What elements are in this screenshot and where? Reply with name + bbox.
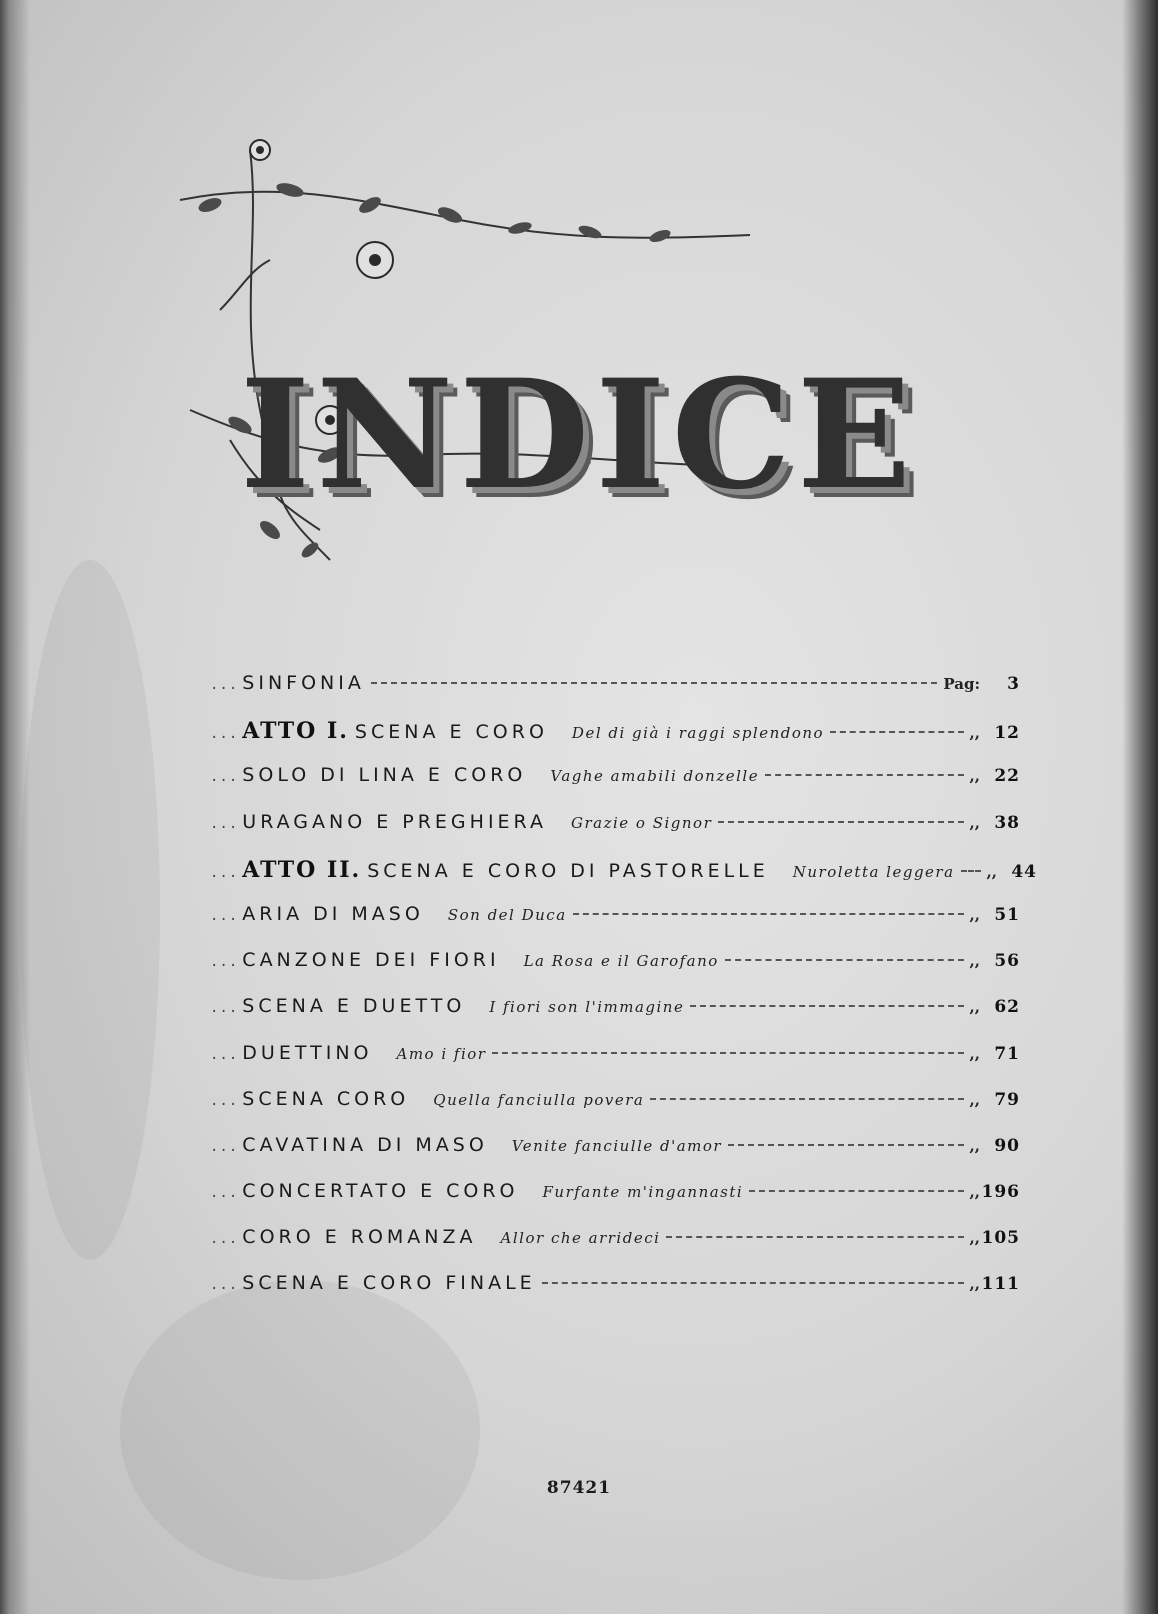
dot-leader — [718, 821, 963, 823]
ditto-mark: ,, — [969, 1275, 980, 1294]
entry-subtitle: Son del Duca — [447, 905, 567, 924]
entry-subtitle: Vaghe amabili donzelle — [550, 767, 760, 786]
ditto-mark: ,, — [969, 998, 980, 1017]
page-number: 196 — [981, 1182, 1020, 1203]
entry-title: URAGANO E PREGHIERA — [242, 810, 547, 833]
leader-dots: ... — [210, 864, 239, 881]
dot-leader — [666, 1236, 963, 1238]
dot-leader — [492, 1052, 963, 1054]
dot-leader — [725, 959, 964, 961]
dot-leader — [728, 1144, 963, 1146]
page-number: 111 — [981, 1274, 1020, 1295]
entry-title: DUETTINO — [242, 1041, 373, 1064]
dot-leader — [765, 774, 963, 776]
entry-title: SCENA E CORO — [354, 721, 548, 744]
water-stain — [20, 560, 160, 1260]
ditto-mark: ,, — [969, 767, 980, 786]
toc-entry — [210, 811, 1020, 857]
page-right-edge — [1122, 0, 1158, 1614]
act-label: ATTO II. — [242, 856, 362, 883]
entry-title: SCENA CORO — [242, 1087, 410, 1110]
entry-title: CAVATINA DI MASO — [242, 1133, 488, 1156]
leader-dots: ... — [210, 726, 239, 743]
title-ornament — [160, 110, 960, 580]
entry-title: CANZONE DEI FIORI — [242, 949, 500, 972]
entry-subtitle: Quella fanciulla povera — [433, 1090, 645, 1109]
leader-dots: ... — [210, 1231, 239, 1248]
entry-title: CORO E ROMANZA — [242, 1226, 477, 1249]
ditto-mark: ,, — [969, 1090, 980, 1109]
entry-title: SCENA E DUETTO — [242, 995, 466, 1018]
toc-entry — [210, 995, 1020, 1041]
leader-dots: ... — [210, 1046, 239, 1063]
ditto-mark: ,, — [969, 952, 980, 971]
leader-dots: ... — [210, 907, 239, 924]
entry-title: CONCERTATO E CORO — [242, 1180, 519, 1203]
dot-leader — [573, 913, 964, 915]
toc-entry — [210, 1088, 1020, 1134]
table-of-contents — [210, 672, 1037, 1319]
toc-entry — [210, 856, 1037, 903]
page-number: 51 — [994, 904, 1020, 925]
page-number: 56 — [994, 951, 1020, 972]
entry-subtitle: La Rosa e il Garofano — [523, 952, 719, 971]
ditto-mark: ,, — [969, 1136, 980, 1155]
toc-entry — [210, 1042, 1020, 1088]
dot-leader — [830, 731, 963, 733]
entry-subtitle: Allor che arrideci — [500, 1229, 661, 1248]
entry-title: ARIA DI MASO — [242, 902, 424, 925]
entry-subtitle: Venite fanciulle d'amor — [511, 1136, 723, 1155]
page-title: INDICE — [240, 347, 918, 523]
leader-dots: ... — [210, 1092, 239, 1109]
act-label: ATTO I. — [242, 718, 349, 745]
ditto-mark: ,, — [969, 1183, 980, 1202]
entry-subtitle: Furfante m'ingannasti — [542, 1183, 744, 1202]
toc-entry — [210, 903, 1020, 949]
leader-dots: ... — [210, 1138, 239, 1155]
ditto-mark: ,, — [969, 1044, 980, 1063]
entry-title: SOLO DI LINA E CORO — [242, 764, 527, 787]
entry-title: SINFONIA — [242, 672, 365, 694]
page-number: 105 — [981, 1228, 1020, 1249]
toc-entry — [210, 672, 1020, 718]
toc-entry — [210, 1272, 1020, 1318]
ditto-mark: ,, — [969, 813, 980, 832]
entry-subtitle: Grazie o Signor — [570, 813, 713, 832]
ditto-mark: ,, — [986, 862, 997, 881]
page-number: 12 — [994, 723, 1020, 744]
dot-leader — [371, 682, 938, 684]
leader-dots: ... — [210, 677, 239, 693]
dot-leader — [650, 1098, 963, 1100]
leader-dots: ... — [210, 815, 239, 832]
page-number: 22 — [994, 766, 1020, 787]
toc-entry — [210, 1226, 1020, 1272]
page-number: 71 — [994, 1043, 1020, 1064]
page-label: Pag: — [943, 675, 980, 693]
entry-title: SCENA E CORO FINALE — [242, 1272, 536, 1295]
page-number: 79 — [994, 1089, 1020, 1110]
plate-number: 87421 — [546, 1478, 612, 1498]
ditto-mark: ,, — [969, 724, 980, 743]
dot-leader — [690, 1005, 963, 1007]
dot-leader — [961, 870, 981, 872]
entry-title: SCENA E CORO DI PASTORELLE — [367, 859, 769, 882]
entry-subtitle: I fiori son l'immagine — [489, 998, 685, 1017]
page-number: 44 — [1011, 861, 1037, 882]
entry-subtitle: Del di già i raggi splendono — [571, 724, 825, 743]
dot-leader — [542, 1282, 964, 1284]
page-number: 90 — [994, 1135, 1020, 1156]
leader-dots: ... — [210, 954, 239, 971]
toc-entry — [210, 718, 1020, 764]
entry-subtitle: Amo i fior — [396, 1044, 487, 1063]
toc-entry — [210, 1180, 1020, 1226]
page-number: 3 — [1007, 674, 1020, 694]
toc-entry — [210, 1134, 1020, 1180]
leader-dots: ... — [210, 769, 239, 786]
toc-entry — [210, 764, 1020, 810]
leader-dots: ... — [210, 1277, 239, 1294]
page-number: 38 — [994, 812, 1020, 833]
dot-leader — [749, 1190, 963, 1192]
leader-dots: ... — [210, 1185, 239, 1202]
leader-dots: ... — [210, 1000, 239, 1017]
entry-subtitle: Nuroletta leggera — [792, 862, 955, 881]
water-stain — [120, 1280, 480, 1580]
toc-entry — [210, 949, 1020, 995]
ditto-mark: ,, — [969, 905, 980, 924]
page-number: 62 — [994, 997, 1020, 1018]
ditto-mark: ,, — [969, 1229, 980, 1248]
